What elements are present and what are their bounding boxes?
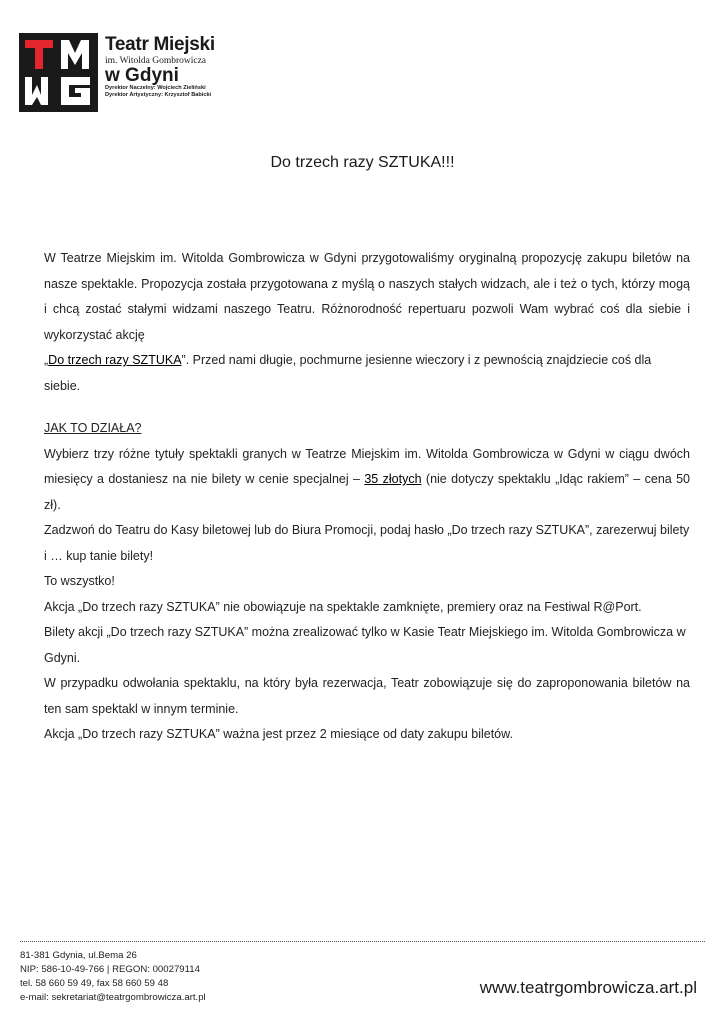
campaign-name-highlight: Do trzech razy SZTUKA — [48, 353, 182, 367]
how-choose-note: (nie dotyczy spektaklu „Idąc rakiem” – cena 50 zł). — [44, 472, 691, 512]
footer-phone: tel. 58 660 59 49, fax 58 660 59 48 — [20, 978, 169, 989]
footer-contact — [20, 949, 206, 1005]
how-paragraph-exclusions: Akcja „Do trzech razy SZTUKA” nie obowiązuje na spektakle zamknięte, premiery oraz na Festiwal R@Port. — [44, 599, 642, 614]
intro-open-quote: „ — [44, 353, 49, 367]
tmwg-logo-mark — [19, 33, 98, 112]
how-choose-text: Wybierz trzy różne tytuły spektakli granych w Teatrze Miejskim im. Witolda Gombrowicza w Gdyni w ciągu dwóch miesięcy a dostaniesz na nie bilety w cenie specjalnej – — [44, 446, 690, 486]
special-price: 35 złotych — [364, 472, 422, 486]
how-paragraph-cancellation: W przypadku odwołania spektaklu, na który była rezerwacja, Teatr zobowiązuje się do zaproponowania biletów na ten sam spektakl w innym terminie. — [44, 676, 690, 716]
footer-website[interactable]: www.teatrgombrowicza.art.pl — [479, 978, 697, 997]
theatre-logo — [19, 33, 229, 113]
document-body — [44, 246, 690, 748]
how-paragraph-box-office: Bilety akcji „Do trzech razy SZTUKA” można zrealizować tylko w Kasie Teatr Miejskiego im. Witolda Gombrowicza w Gdyni. — [44, 625, 686, 665]
how-paragraph-validity: Akcja „Do trzech razy SZTUKA” ważna jest przez 2 miesiące od daty zakupu biletów. — [44, 727, 513, 741]
logo-patron: im. Witolda Gombrowicza — [105, 56, 207, 66]
logo-theatre-name: Teatr Miejski — [105, 34, 215, 55]
intro-paragraph: W Teatrze Miejskim im. Witolda Gombrowicza w Gdyni przygotowaliśmy oryginalną propozycję zakupu biletów na nasze spektakle. Propozycja została przygotowana z myślą o naszych stałych widzach, ale i też o tych, którzy mogą i chcą zostać stałymi widzami naszego Teatru. Różnorodność repertuaru pozwoli Wam wybrać coś dla siebie i wykorzystać akcję — [44, 251, 690, 342]
logo-director-artistic: Dyrektor Artystyczny: Krzysztof Babicki — [105, 92, 212, 98]
logo-wordmark — [105, 35, 235, 99]
how-paragraph-call: Zadzwoń do Teatru do Kasy biletowej lub do Biura Promocji, podaj hasło „Do trzech razy SZTUKA”, zarezerwuj bilety i … kup tanie bilety! — [44, 523, 690, 563]
how-it-works-heading: JAK TO DZIAŁA? — [44, 421, 142, 435]
logo-city: w Gdyni — [105, 65, 179, 86]
intro-closing-paragraph — [44, 348, 690, 399]
document-title: Do trzech razy SZTUKA!!! — [270, 154, 455, 171]
footer-address: 81-381 Gdynia, ul.Bema 26 — [20, 950, 137, 961]
how-paragraph-thats-all: To wszystko! — [44, 574, 115, 588]
how-paragraph-choose — [44, 442, 690, 519]
intro-closing-text: ”. Przed nami długie, pochmurne jesienne wieczory i z pewnością znajdziecie coś dla siebie. — [44, 353, 652, 393]
footer-company-ids: NIP: 586-10-49-766 | REGON: 000279114 — [20, 964, 200, 975]
footer-email: e-mail: sekretariat@teatrgombrowicza.art.pl — [20, 992, 206, 1003]
logo-director-general: Dyrektor Naczelny: Wojciech Zieliński — [105, 85, 206, 91]
footer-divider — [20, 941, 705, 942]
